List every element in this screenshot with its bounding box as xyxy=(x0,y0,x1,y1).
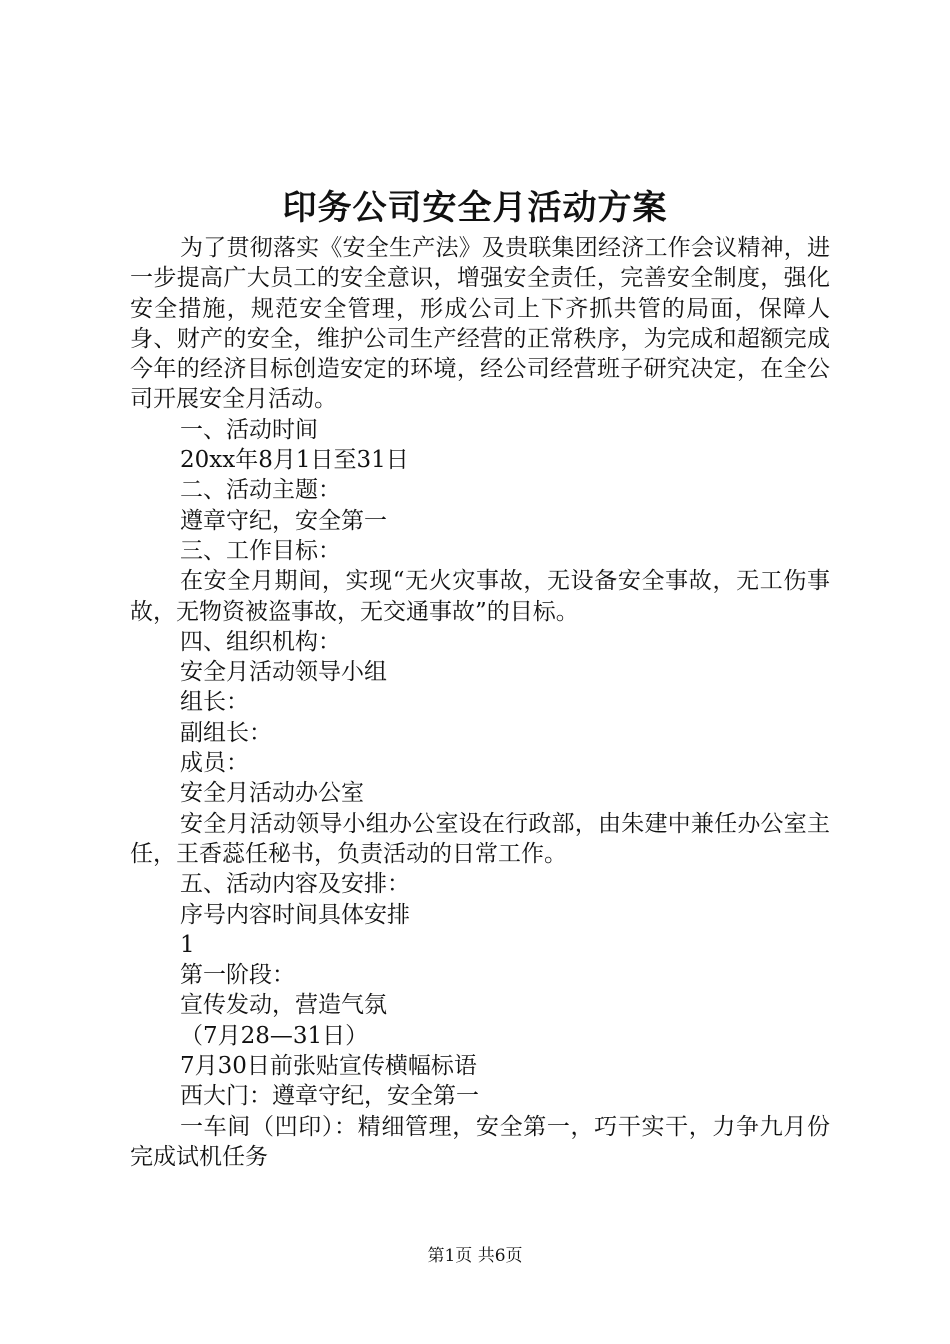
body-line: （7月28—31日） xyxy=(180,1022,369,1049)
body-paragraph: 安全月活动领导小组办公室设在行政部，由朱建中兼任办公室主任，王香蕊任秘书，负责活动的日常工作。 xyxy=(130,810,830,867)
section-heading: 一、活动时间 xyxy=(180,416,318,443)
body-line: 7月30日前张贴宣传横幅标语 xyxy=(180,1053,477,1080)
body-line: 20xx年8月1日至31日 xyxy=(180,447,409,474)
body-line: 遵章守纪，安全第一 xyxy=(180,507,387,534)
document-body xyxy=(130,233,830,1172)
body-line: 1 xyxy=(180,931,195,958)
body-line: 安全月活动领导小组 xyxy=(180,659,387,686)
body-paragraph: 为了贯彻落实《安全生产法》及贵联集团经济工作会议精神，进一步提高广大员工的安全意识，增强安全责任，完善安全制度，强化安全措施，规范安全管理，形成公司上下齐抓共管的局面，保障人身、财产的安全，维护公司生产经营的正常秩序，为完成和超额完成今年的经济目标创造安定的环境，经公司经营班子研究决定，在全公司开展安全月活动。 xyxy=(130,235,830,413)
section-heading: 二、活动主题： xyxy=(180,477,341,504)
document-title: 印务公司安全月活动方案 xyxy=(282,188,668,228)
body-line: 组长： xyxy=(180,689,249,716)
section-heading: 三、工作目标： xyxy=(180,537,341,564)
body-line: 副组长： xyxy=(180,719,272,746)
body-line: 安全月活动办公室 xyxy=(180,780,364,807)
body-line: 成员： xyxy=(180,750,249,777)
section-heading: 五、活动内容及安排： xyxy=(180,871,410,898)
body-line: 宣传发动，营造气氛 xyxy=(180,992,387,1019)
page-footer: 第1页 共6页 xyxy=(427,1246,523,1266)
section-heading: 四、组织机构： xyxy=(180,628,341,655)
body-line: 序号内容时间具体安排 xyxy=(180,901,410,928)
body-line: 西大门：遵章守纪，安全第一 xyxy=(180,1083,479,1110)
body-paragraph: 一车间（凹印）：精细管理，安全第一，巧干实干，力争九月份完成试机任务 xyxy=(130,1113,830,1170)
body-line: 第一阶段： xyxy=(180,962,295,989)
body-paragraph: 在安全月期间，实现“无火灾事故，无设备安全事故，无工伤事故，无物资被盗事故，无交通事故”的目标。 xyxy=(130,568,830,625)
